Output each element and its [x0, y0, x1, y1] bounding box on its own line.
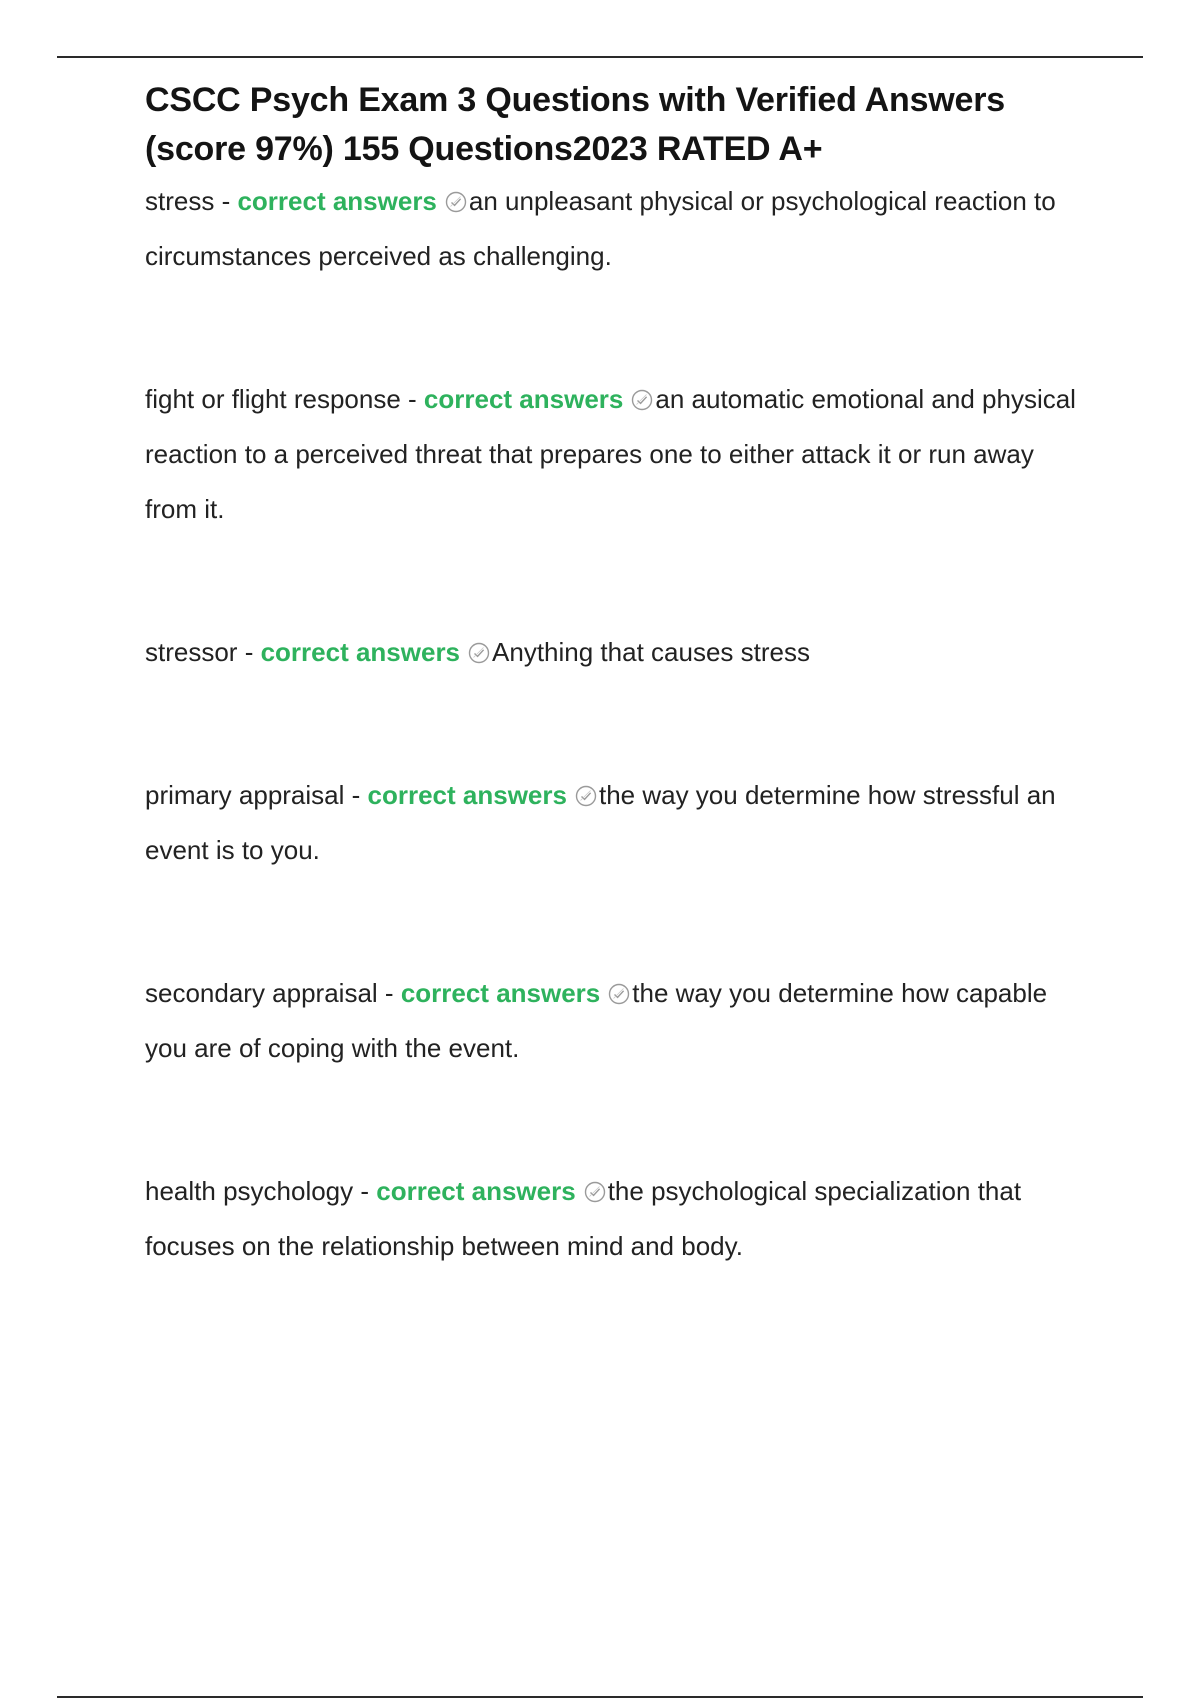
qa-item: [145, 372, 1085, 537]
qa-list: [145, 174, 1085, 1274]
correct-answers-label: correct answers: [400, 978, 601, 1008]
definition: Anything that causes stress: [492, 637, 810, 667]
term: health psychology: [145, 1176, 354, 1206]
check-circle-icon: [631, 389, 653, 411]
correct-answers-label: correct answers: [367, 780, 567, 810]
check-circle-icon: [445, 191, 467, 213]
correct-answers-label: correct answers: [423, 384, 624, 414]
check-circle-icon: [575, 785, 597, 807]
qa-item: [145, 625, 1085, 680]
separator: -: [344, 780, 368, 810]
definition: an automatic emotional and physical reaction to a perceived threat that prepares one to either attack it or run away from it.: [145, 384, 1076, 524]
definition: the way you determine how capable you are of coping with the event.: [145, 978, 1048, 1063]
correct-answers-label: correct answers: [376, 1176, 576, 1206]
top-rule: [57, 56, 1143, 58]
term: fight or flight response: [145, 384, 401, 414]
title-line-2: (score 97%) 155 Questions2023 RATED A+: [145, 130, 823, 168]
separator: -: [353, 1176, 377, 1206]
check-circle-icon: [608, 983, 630, 1005]
term: stress: [145, 186, 215, 216]
definition: an unpleasant physical or psychological reaction to circumstances perceived as challenging.: [145, 186, 1056, 271]
definition: the psychological specialization that focuses on the relationship between mind and body.: [145, 1176, 1022, 1261]
definition: the way you determine how stressful an event is to you.: [145, 780, 1056, 865]
term: secondary appraisal: [145, 978, 378, 1008]
correct-answers-label: correct answers: [260, 637, 461, 667]
qa-item: [145, 1164, 1085, 1274]
qa-item: [145, 174, 1085, 284]
bottom-rule: [57, 1696, 1143, 1698]
separator: -: [237, 637, 261, 667]
separator: -: [214, 186, 238, 216]
title-line-1: CSCC Psych Exam 3 Questions with Verified Answers: [145, 81, 1006, 119]
check-circle-icon: [468, 642, 490, 664]
correct-answers-label: correct answers: [237, 186, 437, 216]
document-body: [145, 76, 1085, 1362]
term: primary appraisal: [145, 780, 345, 810]
check-circle-icon: [584, 1181, 606, 1203]
separator: -: [400, 384, 424, 414]
qa-item: [145, 966, 1085, 1076]
term: stressor: [145, 637, 238, 667]
separator: -: [377, 978, 401, 1008]
qa-item: [145, 768, 1085, 878]
document-title: [145, 76, 1085, 174]
